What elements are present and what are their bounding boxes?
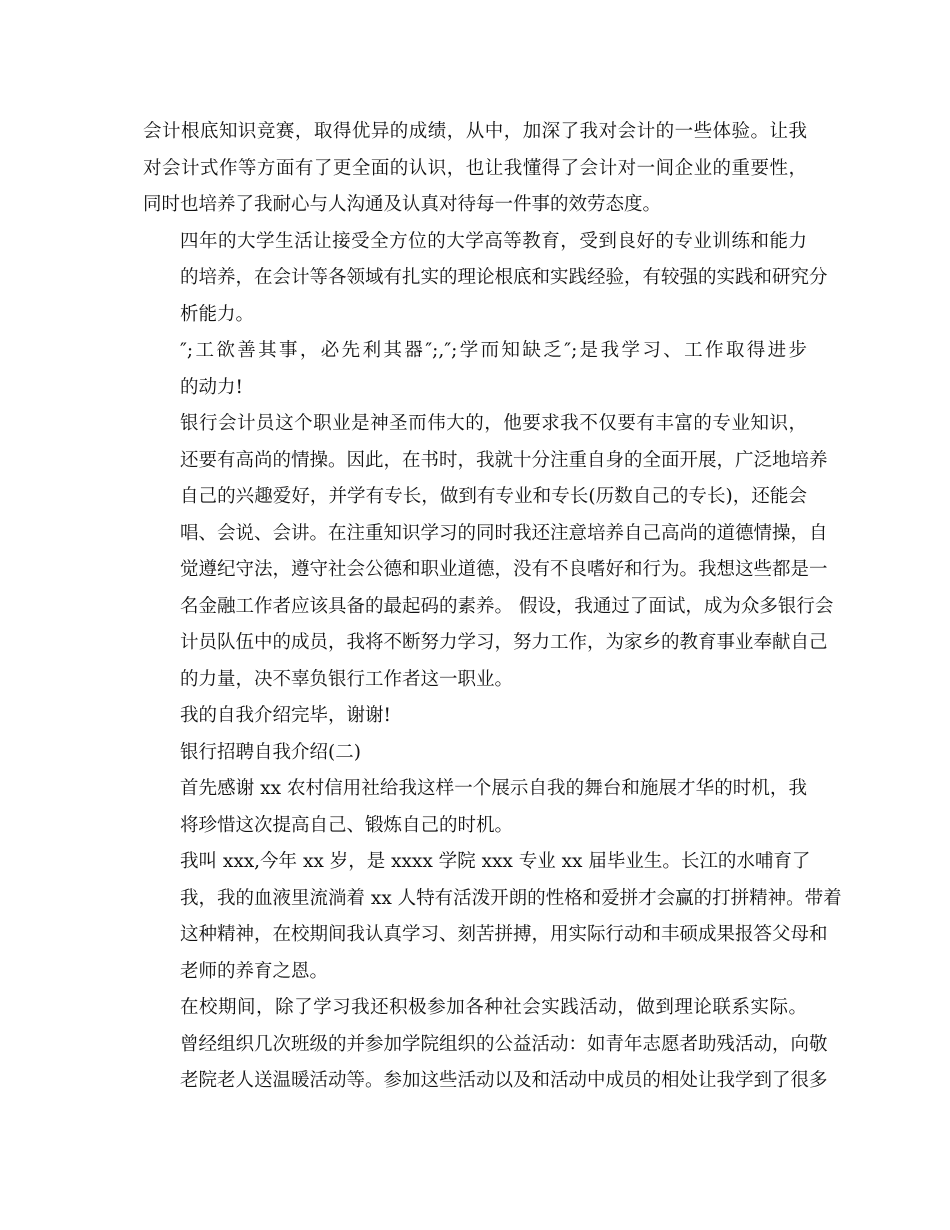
paragraph — [143, 698, 807, 735]
paragraph — [143, 735, 807, 772]
text-line: 觉遵纪守法，遵守社会公德和职业道德，没有不良嗜好和行为。我想这些都是一 — [180, 559, 828, 580]
paragraph — [143, 990, 828, 1100]
text-line: ″;工欲善其事，必先利其器″;,″;学而知缺乏″;是我学习、工作取得进步 — [180, 340, 807, 361]
text-line: 的力量，决不辜负银行工作者这一职业。 — [180, 668, 514, 690]
text-line: 的动力! — [180, 376, 243, 398]
paragraph — [143, 406, 834, 698]
text-line: 自己的兴趣爱好，并学有专长，做到有专业和专长(历数自己的专长)，还能会 — [180, 486, 807, 507]
text-line: 名金融工作者应该具备的最起码的素养。 假设，我通过了面试，成为众多银行会 — [180, 595, 834, 617]
text-line: 会计根底知识竞赛，取得优异的成绩，从中，加深了我对会计的一些体验。让我 — [143, 121, 807, 142]
text-line: 析能力。 — [180, 303, 255, 325]
text-line: 唱、会说、会讲。在注重知识学习的同时我还注意培养自己高尚的道德情操，自 — [180, 522, 828, 544]
text-line: 银行会计员这个职业是神圣而伟大的，他要求我不仅要有丰富的专业知识， — [180, 413, 807, 434]
paragraph — [143, 771, 807, 844]
paragraph — [143, 333, 807, 406]
text-line: 在校期间，除了学习我还积极参加各种社会实践活动，做到理论联系实际。 — [180, 997, 807, 1018]
text-line: 老院老人送温暖活动等。参加这些活动以及和活动中成员的相处让我学到了很多 — [180, 1070, 828, 1091]
text-line: 对会计式作等方面有了更全面的认识，也让我懂得了会计对一间企业的重要性， — [143, 157, 807, 179]
text-line: 计员队伍中的成员，我将不断努力学习，努力工作，为家乡的教育事业奉献自己 — [180, 632, 828, 653]
text-line: 四年的大学生活让接受全方位的大学高等教育，受到良好的专业训练和能力 — [180, 230, 807, 252]
text-line: 还要有高尚的情操。因此，在书时，我就十分注重自身的全面开展，广泛地培养 — [180, 449, 828, 471]
paragraph — [143, 844, 842, 990]
text-line: 首先感谢 xx 农村信用社给我这样一个展示自我的舞台和施展才华的时机，我 — [180, 778, 807, 799]
text-line: 我，我的血液里流淌着 xx 人特有活泼开朗的性格和爱拼才会赢的打拼精神。带着 — [180, 887, 842, 909]
text-line: 同时也培养了我耐心与人沟通及认真对待每一件事的效劳态度。 — [143, 194, 662, 215]
text-line: 曾经组织几次班级的并参加学院组织的公益活动：如青年志愿者助残活动，向敬 — [180, 1033, 828, 1055]
text-line: 这种精神，在校期间我认真学习、刻苦拼搏，用实际行动和丰硕成果报答父母和 — [180, 924, 828, 945]
paragraph — [143, 224, 828, 334]
text-line: 老师的养育之恩。 — [180, 960, 329, 982]
text-line: 的培养，在会计等各领域有扎实的理论根底和实践经验，有较强的实践和研究分 — [180, 267, 828, 288]
text-line: 将珍惜这次提高自己、锻炼自己的时机。 — [180, 814, 514, 836]
text-line: 我叫 xxx,今年 xx 岁，是 xxxx 学院 xxx 专业 xx 届毕业生。长江的水哺育了 — [180, 851, 811, 872]
paragraph — [143, 114, 807, 224]
text-line: 银行招聘自我介绍(二) — [180, 741, 361, 763]
document-body — [143, 114, 842, 1100]
text-line: 我的自我介绍完毕，谢谢! — [180, 705, 391, 726]
